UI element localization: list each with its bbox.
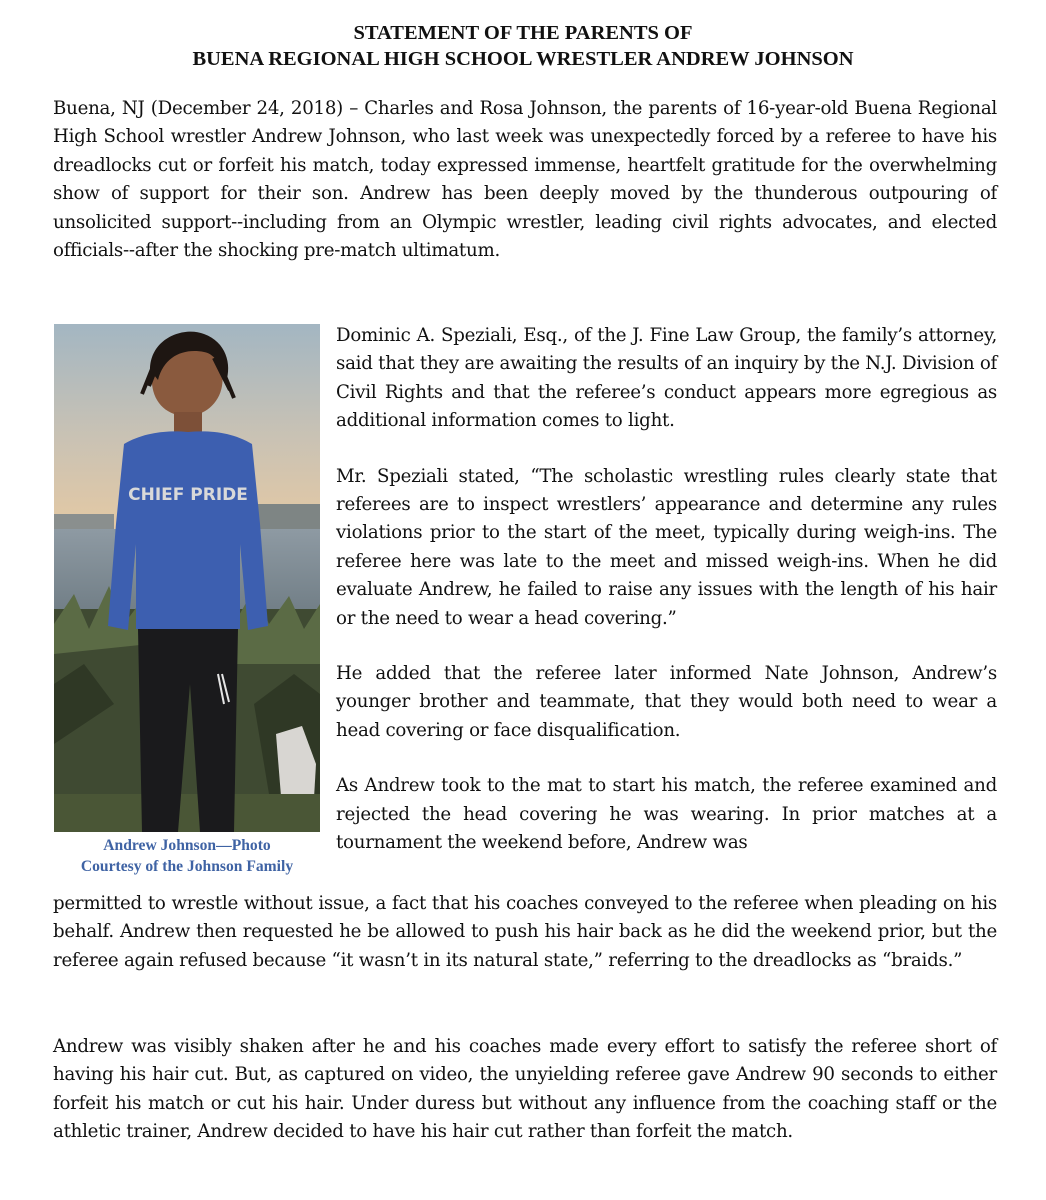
right-column xyxy=(336,322,997,858)
paragraph-text: permitted to wrestle without issue, a fact that his coaches conveyed to the referee when pleading on his behalf. Andrew then requested he be allowed to push his hair back as he did the weekend prior, but the referee again refused because “it wasn’t in its natural state,” referring to the dreadlocks as “braids.” xyxy=(53,893,997,971)
match-paragraph-start: As Andrew took to the mat to start his match, the referee examined and rejected the head covering he was wearing. In prior matches at a tournament the weekend before, Andrew was xyxy=(336,775,997,854)
nate-johnson-paragraph: He added that the referee later informed Nate Johnson, Andrew’s younger brother and teammate, that they would both need to wear a head covering or face disqualification. xyxy=(336,663,997,741)
title-line-2: BUENA REGIONAL HIGH SCHOOL WRESTLER ANDREW JOHNSON xyxy=(192,48,854,70)
caption-line-1: Andrew Johnson—Photo xyxy=(103,837,271,854)
document-title xyxy=(0,20,1046,72)
caption-line-2: Courtesy of the Johnson Family xyxy=(80,858,294,875)
intro-paragraph xyxy=(53,95,997,265)
title-line-1: STATEMENT OF THE PARENTS OF xyxy=(353,22,693,44)
match-paragraph-continued xyxy=(53,890,997,975)
paragraph-text: Buena, NJ (December 24, 2018) – Charles and Rosa Johnson, the parents of 16-year-old Buena Regional High School wrestler Andrew Johnson, who last week was unexpectedly forced by a referee to have his dreadlocks cut or forfeit his match, today expressed immense, heartfelt gratitude for the overwhelming show of support for their son. Andrew has been deeply moved by the thunderous outpouring of unsolicited support--including from an Olympic wrestler, leading civil rights advocates, and elected officials--after the shocking pre-match ultimatum. xyxy=(53,98,997,262)
speziali-quote-paragraph: Mr. Speziali stated, “The scholastic wrestling rules clearly state that referees are to inspect wrestlers’ appearance and determine any rules violations prior to the start of the meet, typically during weigh-ins. The referee here was late to the meet and missed weigh-ins. When he did evaluate Andrew, he failed to raise any issues with the length of his hair or the need to wear a head covering.” xyxy=(336,465,997,629)
andrew-johnson-photo xyxy=(54,324,320,832)
shirt-text: CHIEF PRIDE xyxy=(128,485,248,505)
photo-caption xyxy=(54,835,320,877)
paragraph-text: Andrew was visibly shaken after he and his coaches made every effort to satisfy the referee short of having his hair cut. But, as captured on video, the unyielding referee gave Andrew 90 seconds to either forfeit his match or cut his hair. Under duress but without any influence from the coaching staff or the athletic trainer, Andrew decided to have his hair cut rather than forfeit the match. xyxy=(53,1036,997,1143)
closing-paragraph xyxy=(53,1033,997,1147)
attorney-paragraph: Dominic A. Speziali, Esq., of the J. Fine Law Group, the family’s attorney, said that they are awaiting the results of an inquiry by the N.J. Division of Civil Rights and that the referee’s conduct appears more egregious as additional information comes to light. xyxy=(336,325,997,432)
